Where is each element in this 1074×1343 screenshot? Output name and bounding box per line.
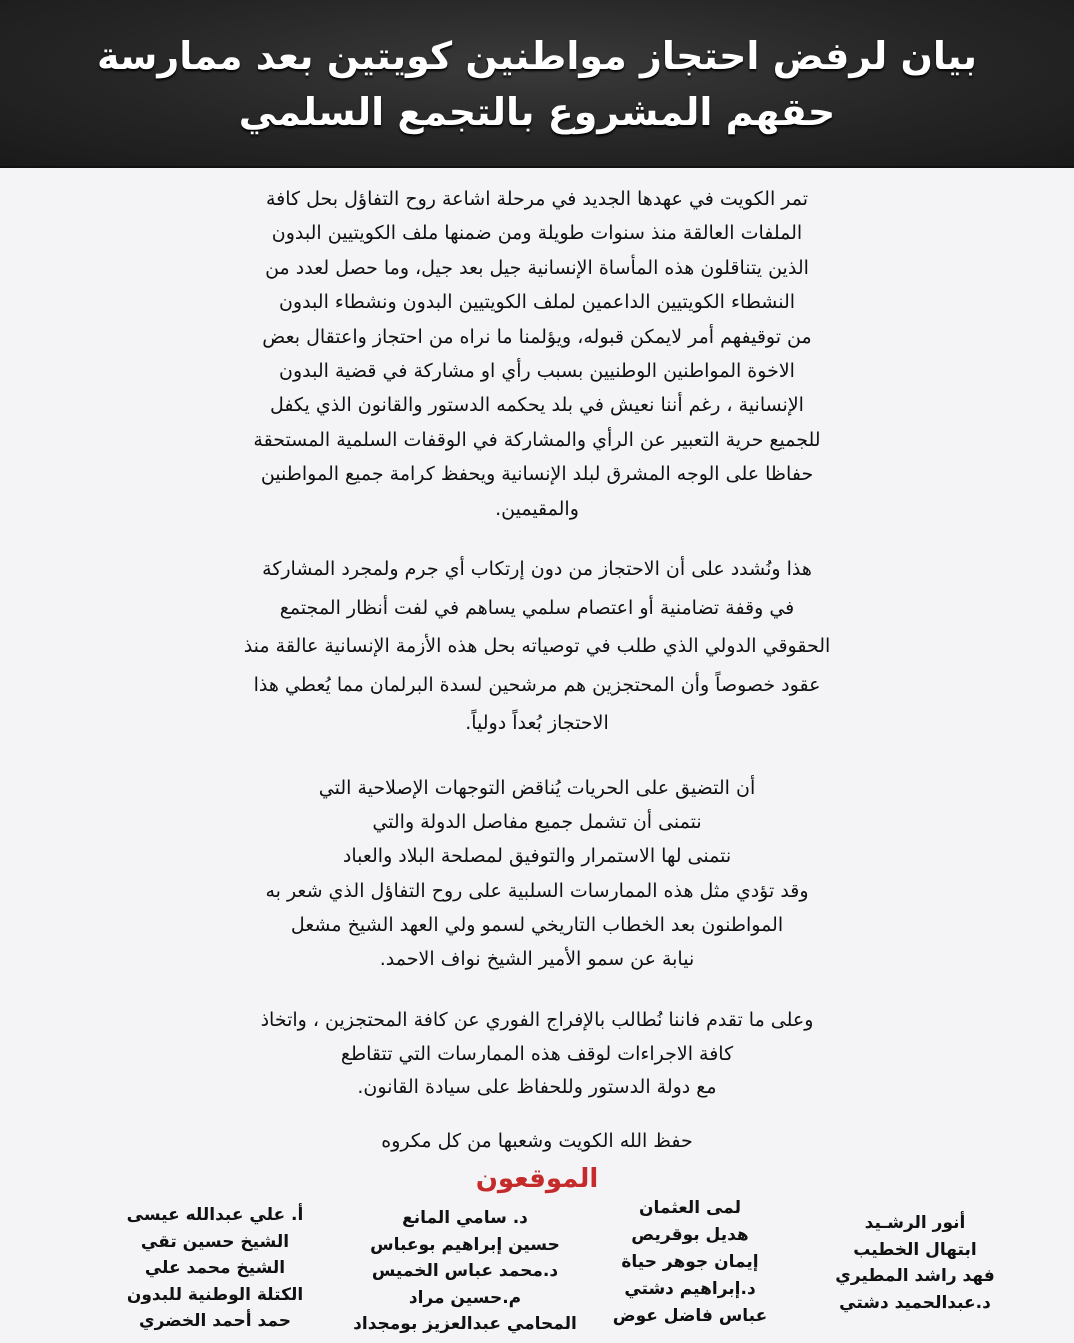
paragraph [170, 550, 904, 743]
title-line: بيان لرفض احتجاز مواطنين كويتين بعد ممارسة [97, 34, 977, 78]
title-banner [0, 0, 1074, 168]
text-line: نتمنى لها الاستمرار والتوفيق لمصلحة البلاد والعباد [342, 845, 732, 868]
text-line: الاخوة المواطنين الوطنيين بسبب رأي او مشاركة في قضية البدون [279, 360, 795, 383]
text-line: والمقيمين. [495, 497, 579, 520]
text-line: نتمنى أن تشمل جميع مفاصل الدولة والتي [372, 811, 702, 834]
text-line: تمر الكويت في عهدها الجديد في مرحلة اشاعة روح التفاؤل بحل كافة [265, 188, 809, 210]
text-line: من توقيفهم أمر لايمكن قبوله، ويؤلمنا ما نراه من احتجاز واعتقال بعض [262, 325, 812, 348]
signatory-name: هديل بوقريص [631, 1225, 749, 1245]
signatories-heading: الموقعون [475, 1164, 599, 1194]
paragraph [170, 771, 904, 976]
paragraph [170, 182, 904, 526]
text-line: عقود خصوصاً وأن المحتجزين هم مرشحين لسدة البرلمان مما يُعطي هذا [253, 673, 821, 696]
text-line: في وقفة تضامنية أو اعتصام سلمي يساهم في لفت أنظار المجتمع [279, 596, 795, 619]
signatory-name: د.إبراهيم دشتي [624, 1279, 756, 1299]
signatory-name: ابتهال الخطيب [853, 1239, 977, 1260]
signatory-name: د.محمد عباس الخميس [371, 1261, 559, 1281]
text-line: للجميع حرية التعبير عن الرأي والمشاركة في الوقفات السلمية المستحقة [253, 428, 821, 451]
signatory-column [100, 1202, 330, 1335]
text-line: وعلى ما تقدم فاننا نُطالب بالإفراج الفوري عن كافة المحتجزين ، واتخاذ [260, 1009, 814, 1032]
text-line: الملفات العالقة منذ سنوات طويلة ومن ضمنها ملف الكويتيين البدون [271, 222, 803, 245]
text-line: أن التضيق على الحريات يُناقض التوجهات الإصلاحية التي [318, 777, 756, 800]
signatory-name: د.عبدالحميد دشتي [839, 1292, 991, 1313]
signatory-name: الشيخ محمد علي [144, 1258, 286, 1278]
statement-body [170, 182, 904, 1105]
signatory-column [590, 1195, 790, 1330]
signatory-column [800, 1210, 1030, 1316]
signatory-name: أنور الرشـيد [864, 1213, 966, 1233]
text-line: المواطنون بعد الخطاب التاريخي لسمو ولي العهد الشيخ مشعل [290, 913, 784, 936]
signatory-name: المحامي عبدالعزيز بومجداد [353, 1314, 577, 1334]
title-line: حقهم المشروع بالتجمع السلمي [238, 90, 836, 134]
text-line: مع دولة الدستور وللحفاظ على سيادة القانون. [357, 1076, 717, 1099]
text-line: حفاظا على الوجه المشرق لبلد الإنسانية ويحفظ كرامة جميع المواطنين [260, 463, 814, 486]
signatory-name: م.حسين مراد [408, 1287, 522, 1308]
signatory-name: الشيخ حسين تقي [140, 1231, 290, 1252]
text-line: هذا ونُشدد على أن الاحتجاز من دون إرتكاب أي جرم ولمجرد المشاركة [262, 558, 812, 581]
closing-prayer: حفظ الله الكويت وشعبها من كل مكروه [381, 1130, 693, 1152]
signatory-name: لمى العثمان [639, 1198, 741, 1218]
signatory-name: د. سامي المانع [402, 1208, 528, 1228]
signatory-name: فهد راشد المطيري [835, 1266, 995, 1286]
text-line: الحقوقي الدولي الذي طلب في توصياته بحل هذه الأزمة الإنسانية عالقة منذ [243, 635, 831, 658]
signatory-column [340, 1205, 590, 1338]
signatory-name: حسين إبراهيم بوعباس [370, 1234, 560, 1255]
text-line: نيابة عن سمو الأمير الشيخ نواف الاحمد. [379, 948, 695, 971]
text-line: كافة الاجراءات لوقف هذه الممارسات التي تتقاطع [340, 1042, 734, 1065]
text-line: الذين يتناقلون هذه المأساة الإنسانية جيل بعد جيل، وما حصل لعدد من [265, 256, 809, 279]
text-line: وقد تؤدي مثل هذه الممارسات السلبية على روح التفاؤل الذي شعر به [265, 879, 809, 902]
signatory-name: حمد أحمد الخضري [139, 1311, 291, 1331]
text-line: الاحتجاز بُعداً دولياً. [465, 712, 609, 735]
signatory-name: الكتلة الوطنية للبدون [126, 1284, 304, 1305]
text-line: النشطاء الكويتيين الداعمين لملف الكويتيين البدون ونشطاء البدون [278, 291, 796, 314]
text-line: الإنسانية ، رغم أننا نعيش في بلد يحكمه الدستور والقانون الذي يكفل [270, 394, 804, 417]
signatory-name: إيمان جوهر حياة [621, 1252, 759, 1272]
signatory-name: عباس فاضل عوض [612, 1306, 768, 1326]
document-title [40, 28, 1034, 140]
signatory-name: أ. علي عبدالله عيسى [126, 1205, 304, 1225]
paragraph [170, 1004, 904, 1105]
